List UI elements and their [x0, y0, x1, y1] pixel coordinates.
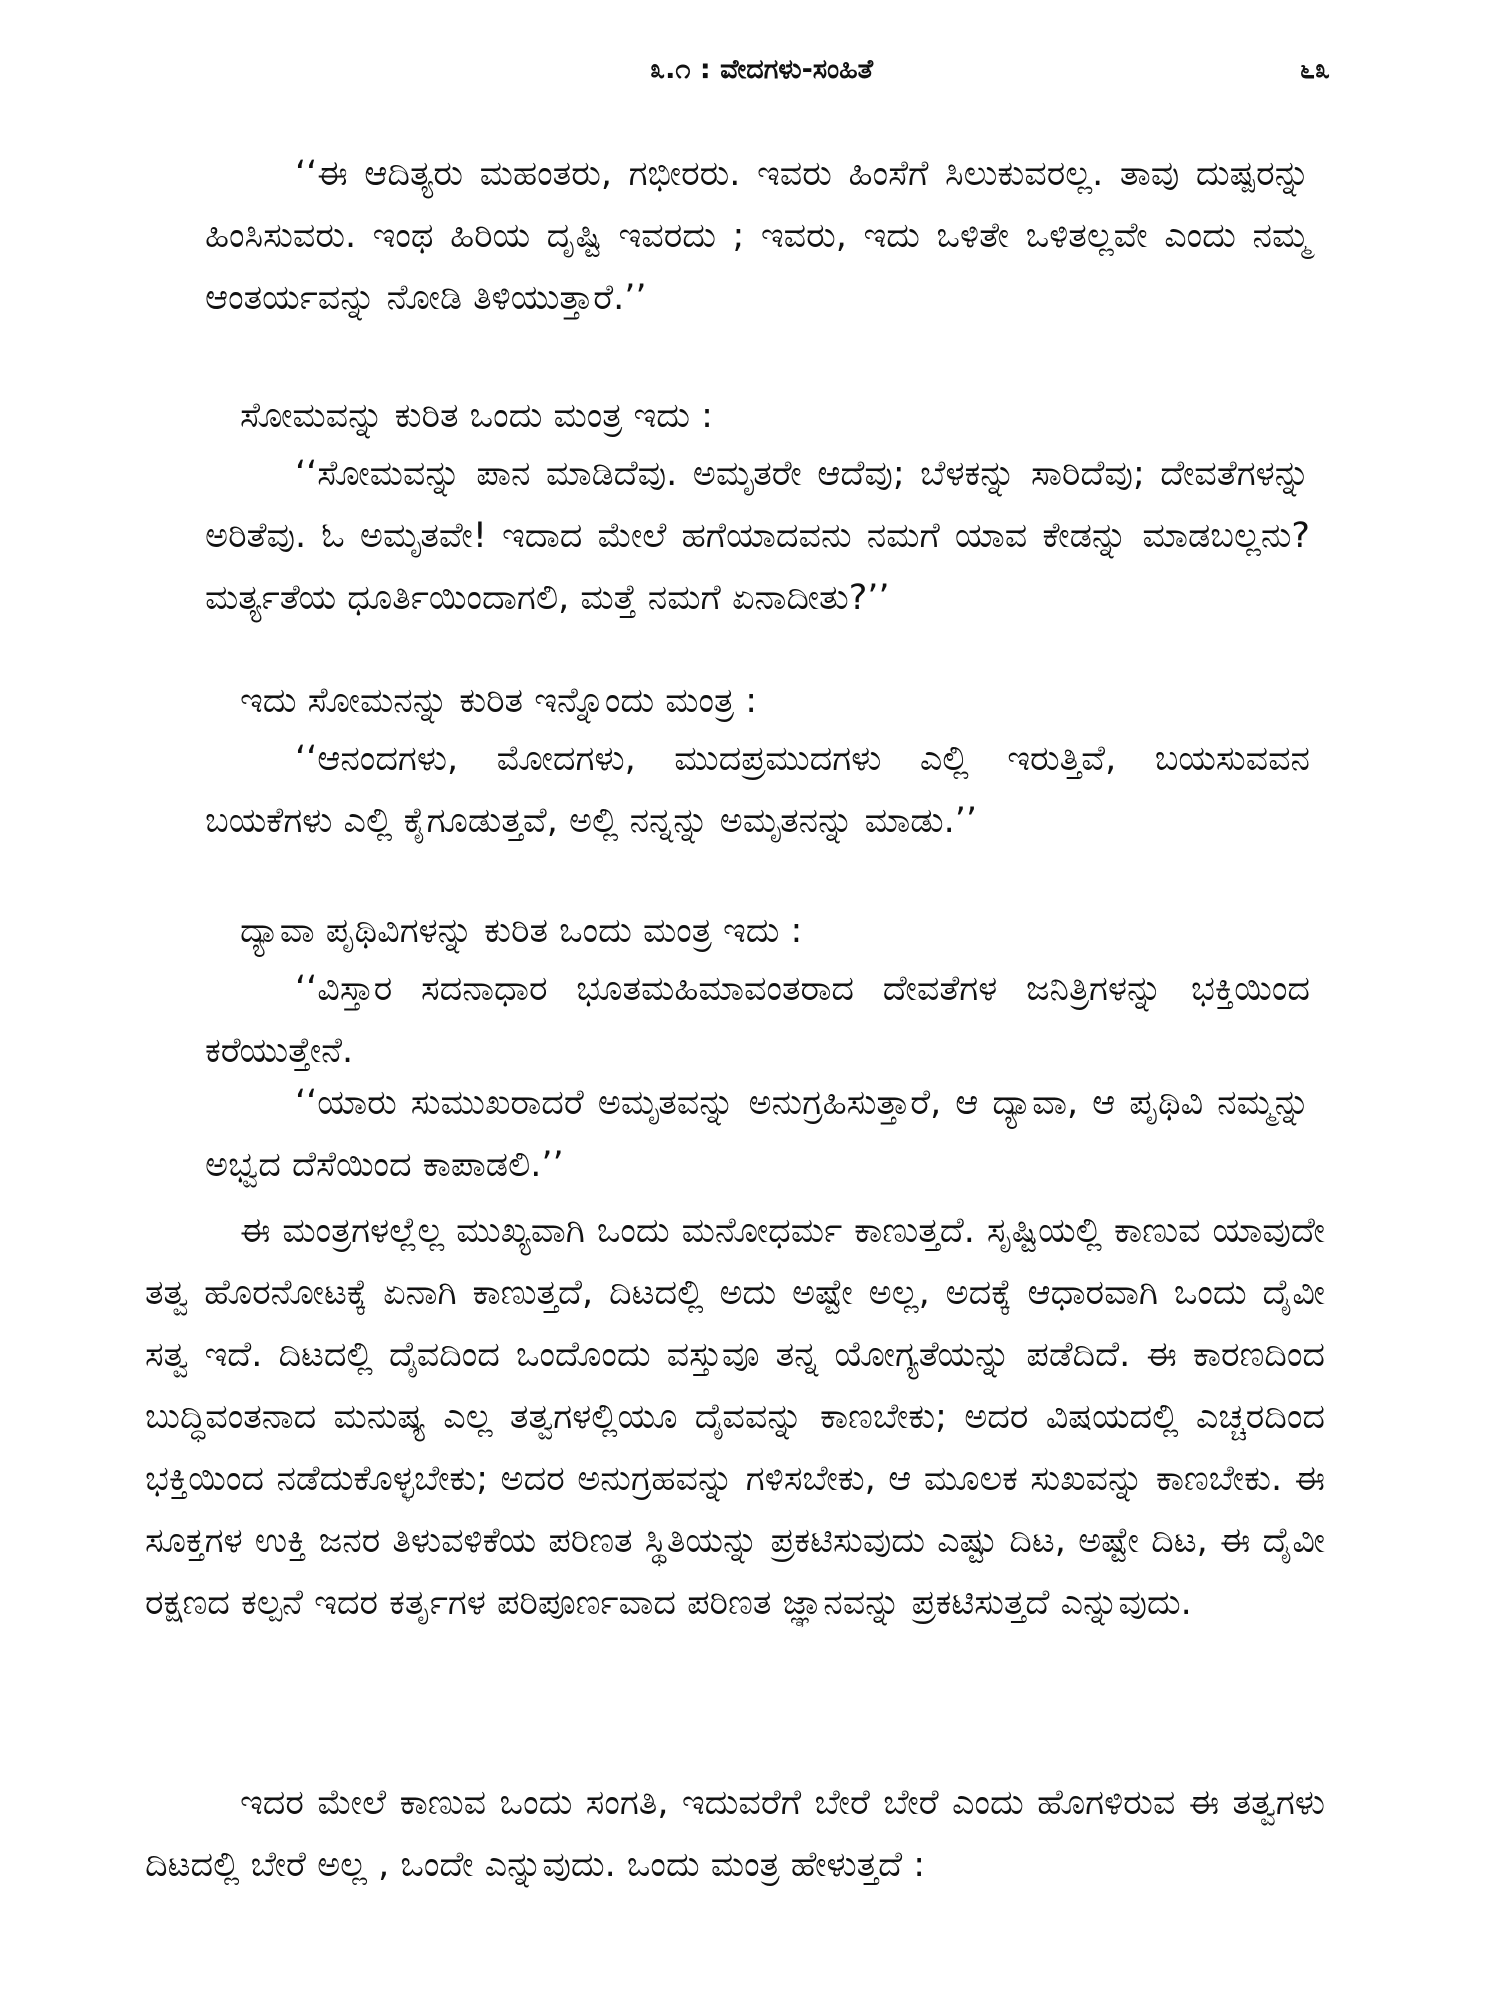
soma-intro: ಸೋಮವನ್ನು ಕುರಿತ ಒಂದು ಮಂತ್ರ ಇದು : — [240, 396, 713, 436]
soma-quote: ‘‘ಸೋಮವನ್ನು ಪಾನ ಮಾಡಿದೆವು. ಅಮೃತರೇ ಆದೆವು; ಬೆಳಕನ್ನು ಸಾರಿದೆವು; ದೇವತೆಗಳನ್ನು ಅರಿತೆವು. ಓ ಅಮೃತವೇ! ಇದಾದ ಮೇಲೆ ಹಗೆಯಾದವನು ನಮಗೆ ಯಾವ ಕೇಡನ್ನು ಮಾಡಬಲ್ಲನು? ಮರ್ತ್ಯತೆಯ ಧೂರ್ತಿಯಿಂದಾಗಲಿ, ಮತ್ತೆ ನಮಗೆ ಏನಾದೀತು?’’ — [205, 454, 1310, 618]
chapter-title: ೩.೧ : ವೇದಗಳು-ಸಂಹಿತೆ — [650, 54, 874, 85]
running-header — [200, 54, 1330, 94]
aditya-quote: ‘‘ಈ ಆದಿತ್ಯರು ಮಹಂತರು, ಗಭೀರರು. ಇವರು ಹಿಂಸೆಗೆ ಸಿಲುಕುವರಲ್ಲ. ತಾವು ದುಷ್ಪರನ್ನು ಹಿಂಸಿಸುವರು. ಇಂಥ ಹಿರಿಯ ದೃಷ್ಟಿ ಇವರದು ; ಇವರು, ಇದು ಒಳಿತೇ ಒಳಿತಲ್ಲವೇ ಎಂದು ನಮ್ಮ ಆಂತರ್ಯವನ್ನು ನೋಡಿ ತಿಳಿಯುತ್ತಾರೆ.’’ — [205, 154, 1310, 318]
dyava-prthivi-intro: ದ್ಯಾವಾ ಪೃಥಿವಿಗಳನ್ನು ಕುರಿತ ಒಂದು ಮಂತ್ರ ಇದು : — [240, 911, 803, 951]
vistara-quote: ‘‘ವಿಸ್ತಾರ ಸದನಾಧಾರ ಭೂತಮಹಿಮಾವಂತರಾದ ದೇವತೆಗಳ ಜನಿತ್ರಿಗಳನ್ನು ಭಕ್ತಿಯಿಂದ ಕರೆಯುತ್ತೇನೆ. — [205, 969, 1310, 1071]
yaru-quote: ‘‘ಯಾರು ಸುಮುಖರಾದರೆ ಅಮೃತವನ್ನು ಅನುಗ್ರಹಿಸುತ್ತಾರೆ, ಆ ದ್ಯಾವಾ, ಆ ಪೃಥಿವಿ ನಮ್ಮನ್ನು ಅಭ್ವದ ದೆಸೆಯಿಂದ ಕಾಪಾಡಲಿ.’’ — [205, 1083, 1310, 1185]
closing-paragraph: ಇದರ ಮೇಲೆ ಕಾಣುವ ಒಂದು ಸಂಗತಿ, ಇದುವರೆಗೆ ಬೇರೆ ಬೇರೆ ಎಂದು ಹೊಗಳಿರುವ ಈ ತತ್ವಗಳು ದಿಟದಲ್ಲಿ ಬೇರೆ ಅಲ್ಲ , ಒಂದೇ ಎನ್ನುವುದು. ಒಂದು ಮಂತ್ರ ಹೇಳುತ್ತದೆ : — [145, 1783, 1325, 1885]
commentary-paragraph: ಈ ಮಂತ್ರಗಳಲ್ಲೆಲ್ಲ ಮುಖ್ಯವಾಗಿ ಒಂದು ಮನೋಧರ್ಮ ಕಾಣುತ್ತದೆ. ಸೃಷ್ಟಿಯಲ್ಲಿ ಕಾಣುವ ಯಾವುದೇ ತತ್ವ ಹೊರನೋಟಕ್ಕೆ ಏನಾಗಿ ಕಾಣುತ್ತದೆ, ದಿಟದಲ್ಲಿ ಅದು ಅಷ್ಟೇ ಅಲ್ಲ, ಅದಕ್ಕೆ ಆಧಾರವಾಗಿ ಒಂದು ದೈವೀ ಸತ್ವ ಇದೆ. ದಿಟದಲ್ಲಿ ದೈವದಿಂದ ಒಂದೊಂದು ವಸ್ತುವೂ ತನ್ನ ಯೋಗ್ಯತೆಯನ್ನು ಪಡೆದಿದೆ. ಈ ಕಾರಣದಿಂದ ಬುದ್ಧಿವಂತನಾದ ಮನುಷ್ಯ ಎಲ್ಲ ತತ್ವಗಳಲ್ಲಿಯೂ ದೈವವನ್ನು ಕಾಣಬೇಕು; ಅದರ ವಿಷಯದಲ್ಲಿ ಎಚ್ಚರದಿಂದ ಭಕ್ತಿಯಿಂದ ನಡೆದುಕೊಳ್ಳಬೇಕು; ಅದರ ಅನುಗ್ರಹವನ್ನು ಗಳಿಸಬೇಕು, ಆ ಮೂಲಕ ಸುಖವನ್ನು ಕಾಣಬೇಕು. ಈ ಸೂಕ್ತಗಳ ಉಕ್ತಿ ಜನರ ತಿಳುವಳಿಕೆಯ ಪರಿಣತ ಸ್ಥಿತಿಯನ್ನು ಪ್ರಕಟಿಸುವುದು ಎಷ್ಟು ದಿಟ, ಅಷ್ಟೇ ದಿಟ, ಈ ದೈವೀ ರಕ್ಷಣದ ಕಲ್ಪನೆ ಇದರ ಕರ್ತೃಗಳ ಪರಿಪೂರ್ಣವಾದ ಪರಿಣತ ಜ್ಞಾನವನ್ನು ಪ್ರಕಟಿಸುತ್ತದೆ ಎನ್ನುವುದು. — [145, 1211, 1325, 1623]
soma-second-intro: ಇದು ಸೋಮನನ್ನು ಕುರಿತ ಇನ್ನೊಂದು ಮಂತ್ರ : — [240, 681, 757, 721]
ananda-quote: ‘‘ಆನಂದಗಳು, ಮೋದಗಳು, ಮುದಪ್ರಮುದಗಳು ಎಲ್ಲಿ ಇರುತ್ತಿವೆ, ಬಯಸುವವನ ಬಯಕೆಗಳು ಎಲ್ಲಿ ಕೈಗೂಡುತ್ತವೆ, ಅಲ್ಲಿ ನನ್ನನ್ನು ಅಮೃತನನ್ನು ಮಾಡು.’’ — [205, 739, 1310, 841]
page-number: ೬೩ — [1299, 54, 1330, 85]
